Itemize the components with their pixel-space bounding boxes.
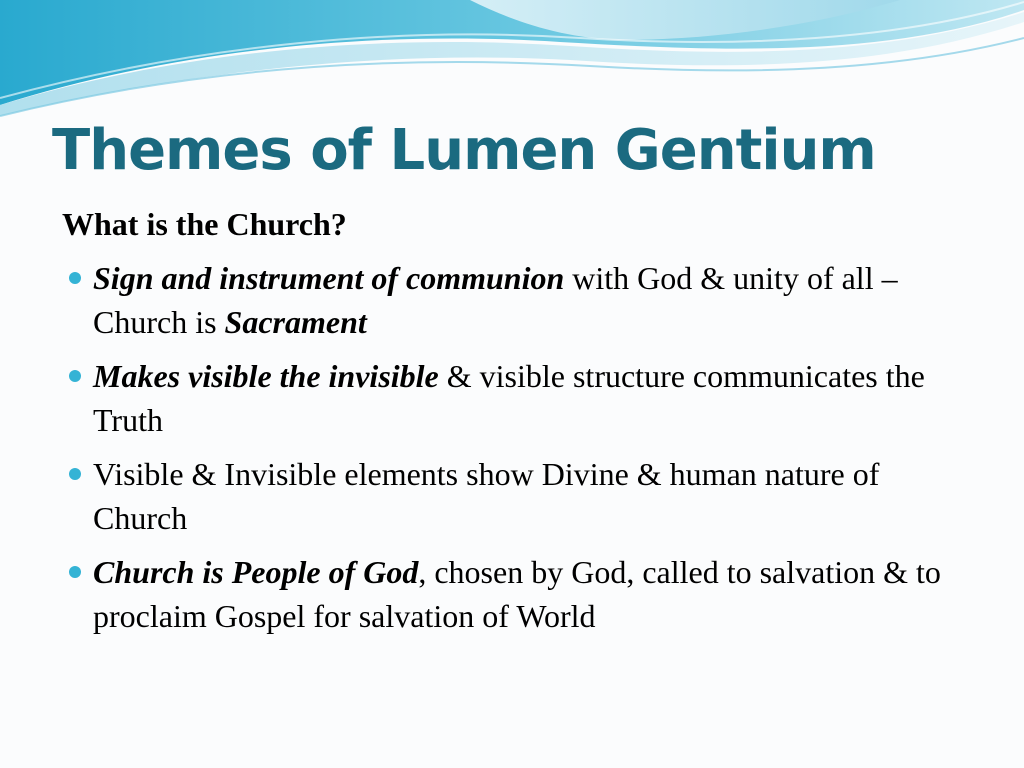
section-heading: What is the Church? (62, 206, 347, 242)
bullet-emphasis-2: Sacrament (224, 304, 367, 340)
bullet-dot-icon (69, 566, 81, 578)
bullet-item (62, 354, 962, 442)
decorative-wave-header (0, 0, 1024, 130)
bullet-dot-icon (69, 272, 81, 284)
bullet-text: & visible structure communicates the Truth (93, 358, 925, 438)
bullet-list (62, 256, 962, 638)
bullet-text: Visible & Invisible elements show Divine & human nature of Church (93, 456, 880, 536)
bullet-dot-icon (69, 370, 81, 382)
bullet-item (62, 452, 962, 540)
slide-title: Themes of Lumen Gentium (52, 118, 876, 183)
bullet-item (62, 550, 962, 638)
bullet-text: with God & unity of all – Church is (93, 260, 898, 340)
bullet-text: , chosen by God, called to salvation & to proclaim Gospel for salvation of World (93, 554, 941, 634)
bullet-emphasis: Church is People of God (93, 554, 419, 590)
bullet-emphasis: Makes visible the invisible (93, 358, 439, 394)
slide-body (62, 202, 962, 648)
bullet-dot-icon (69, 468, 81, 480)
bullet-item (62, 256, 962, 344)
bullet-emphasis: Sign and instrument of communion (93, 260, 565, 296)
